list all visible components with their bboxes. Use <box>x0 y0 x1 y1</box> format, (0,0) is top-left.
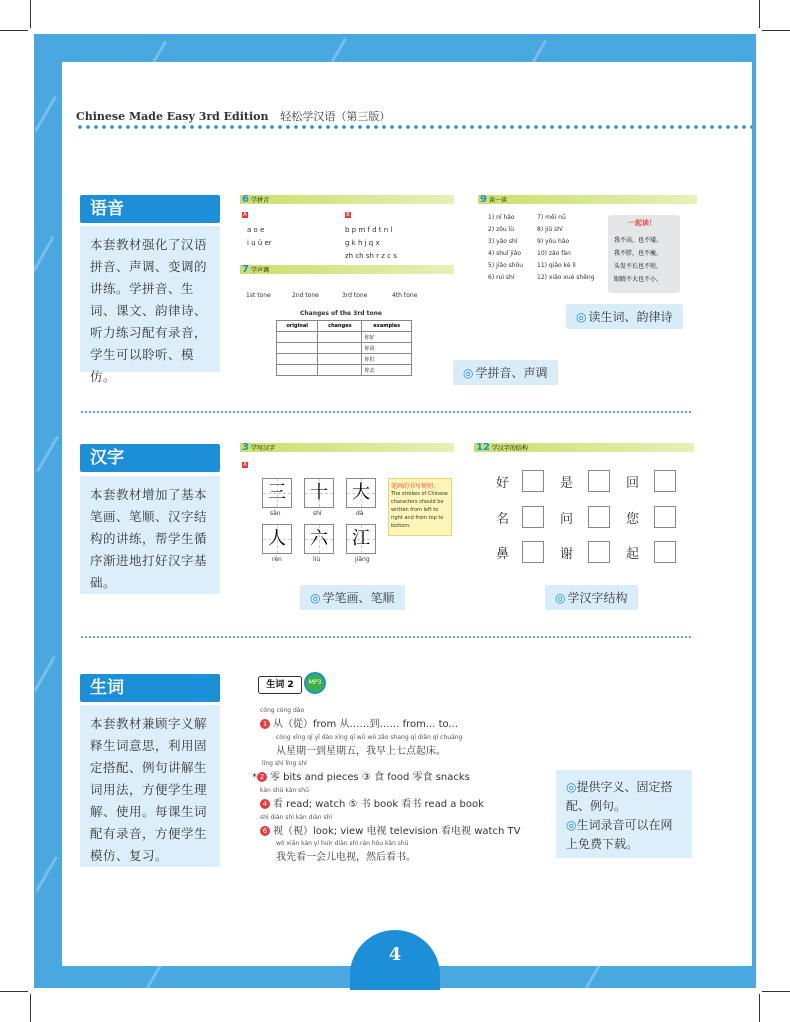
crop-mark <box>0 991 28 992</box>
tone-change-table: original changes examples 你好 你说 你们 你去 <box>276 320 412 376</box>
crop-mark <box>762 991 790 992</box>
section-title-vocab: 生词 <box>80 674 220 702</box>
part-b-marker: B <box>346 212 350 218</box>
audio-icon[interactable]: MP3 <box>304 672 326 694</box>
vocab-note-1: ◎提供字义、固定搭配、例句。 <box>566 780 673 813</box>
hanzi-pinyin: jiāng <box>355 556 370 563</box>
hanzi-pinyin: shí <box>313 510 322 517</box>
poem-line: 头发不长也不短， <box>614 263 663 270</box>
poem-line: 我不胖，也不瘦。 <box>614 250 663 257</box>
hanzi-pinyin: rén <box>272 556 282 563</box>
section-divider <box>80 636 692 638</box>
tag-read-words: ◎ 读生词、韵律诗 <box>566 304 683 329</box>
reading-item: 9) yǒu hǎo <box>537 238 570 245</box>
structure-box <box>522 541 544 563</box>
hanzi-box: 三 <box>262 478 292 508</box>
tag-structure: ◎ 学汉字结构 <box>545 585 638 610</box>
stroke-rule-body: The strokes of Chinese characters should be written from left to right and from top to bottom. <box>391 491 448 529</box>
tone-4: 4th tone <box>392 292 418 299</box>
section-body-phonetics: 本套教材强化了汉语拼音、声调、变调的讲练。学拼音、生词、课文、韵律诗、听力练习配有录音，学生可以聆听、模仿。 <box>80 226 220 372</box>
structure-char: 回 <box>626 476 640 491</box>
structure-box <box>522 506 544 528</box>
hanzi-box: 大 <box>346 478 376 508</box>
structure-char: 谢 <box>560 547 574 562</box>
tag-strokes: ◎ 学笔画、笔顺 <box>300 585 405 610</box>
poem-line: 我不高，也不矮。 <box>614 237 663 244</box>
reading-item: 8) jiǔ shí <box>537 226 563 233</box>
crop-mark <box>762 30 790 31</box>
vocab-line: cóng cóng dào 1 从（從）from 从……到…… from... to... <box>260 707 459 730</box>
exercise-3-header: 3 学写汉字 <box>240 443 454 452</box>
hanzi-box: 六 <box>304 524 334 554</box>
part-a-marker: A <box>243 212 247 218</box>
stroke-rule-title: 笔画的书写规则： <box>391 483 440 490</box>
section-divider <box>80 411 692 413</box>
hanzi-pinyin: dà <box>356 510 364 517</box>
tone-3: 3rd tone <box>342 292 368 299</box>
hanzi-pinyin: liù <box>313 556 321 563</box>
hanzi-box: 十 <box>304 478 334 508</box>
vowels-row-1: a o e <box>247 226 265 234</box>
section-title-phonetics: 语音 <box>80 195 220 223</box>
reading-item: 1) nǐ hǎo <box>488 214 515 221</box>
header-title-cn: 轻松学汉语（第三版） <box>280 110 391 123</box>
header-dotted-rule <box>76 125 752 129</box>
section-body-vocab: 本套教材兼顾字义解释生词意思，利用固定搭配、例句讲解生词用法，方便学生理解、使用。每课生词配有录音，方便学生模仿、复习。 <box>80 705 220 867</box>
vocab-line: shì diàn shì kàn diàn shì 6 视（視）look; view 电视 television 看电视 watch TV <box>260 814 521 837</box>
exercise-7-header: 7 学声调 <box>240 265 454 274</box>
section-body-hanzi: 本套教材增加了基本笔画、笔顺、汉字结构的讲练，帮学生循序渐进地打好汉字基础。 <box>80 476 220 594</box>
reading-item: 7) měi nǚ <box>537 214 566 221</box>
header-title-en: Chinese Made Easy 3rd Edition <box>76 110 269 123</box>
hanzi-box: 人 <box>262 524 292 554</box>
crop-mark <box>0 30 28 31</box>
hanzi-pinyin: sān <box>270 510 281 517</box>
poem-card <box>608 215 680 293</box>
vocab-example: cóng xīng qī yī dào xīng qī wǔ wǒ zǎo shang qī diǎn qǐ chuáng 从星期一到星期五，我早上七点起床。 <box>276 734 463 757</box>
tone-table-title: Changes of the 3rd tone <box>300 310 382 317</box>
structure-char: 起 <box>626 547 640 562</box>
vocab-line: líng shí líng shí * 2 零 bits and pieces ③ 食 food 零食 snacks <box>252 760 470 783</box>
structure-box <box>588 506 610 528</box>
reading-item: 6) ruì shí <box>488 274 515 281</box>
reading-item: 10) zǎo fàn <box>537 250 571 257</box>
reading-item: 3) yǎo shǐ <box>488 238 518 245</box>
running-header <box>76 108 390 124</box>
structure-char: 鼻 <box>496 547 510 562</box>
hanzi-box: 江 <box>346 524 376 554</box>
poem-title: 一起读！ <box>628 219 656 227</box>
section-title-hanzi: 汉字 <box>80 444 220 472</box>
crop-mark <box>759 0 760 28</box>
tone-2: 2nd tone <box>292 292 319 299</box>
crop-mark <box>30 0 31 28</box>
structure-box <box>522 470 544 492</box>
reading-item: 2) zǒu lù <box>488 226 515 233</box>
exercise-12-header: 12 学汉字的结构 <box>474 443 694 452</box>
consonants-row-1: b p m f d t n l <box>345 226 393 234</box>
page-number: 4 <box>350 930 440 990</box>
poem-line: 眼睛不大也不小。 <box>614 276 663 283</box>
part-a-marker: A <box>243 462 247 468</box>
consonants-row-2: g k h j q x <box>345 239 380 247</box>
structure-box <box>588 470 610 492</box>
structure-box <box>654 470 676 492</box>
stroke-rule-note <box>388 478 452 536</box>
reading-item: 5) jiǎo shǒu <box>488 262 524 269</box>
structure-char: 问 <box>560 512 574 527</box>
vocab-label: 生词 2 <box>258 676 302 694</box>
structure-box <box>588 541 610 563</box>
crop-mark <box>30 994 31 1022</box>
exercise-9-header: 9 读一读 <box>478 195 697 204</box>
reading-item: 12) xiǎo xué shēng <box>537 274 595 281</box>
structure-char: 您 <box>626 512 640 527</box>
structure-box <box>654 541 676 563</box>
vocab-example: wǒ xiān kàn yí huìr diàn shì rán hòu kàn shū 我先看一会儿电视，然后看书。 <box>276 840 416 863</box>
vocab-note-box <box>556 770 692 858</box>
tag-learn-pinyin: ◎ 学拼音、声调 <box>453 360 558 385</box>
structure-char: 好 <box>496 476 510 491</box>
crop-mark <box>759 994 760 1022</box>
reading-item: 11) qiǎo kè lì <box>537 262 576 269</box>
consonants-row-3: zh ch sh r z c s <box>345 252 397 260</box>
exercise-6-header: 6 学拼音 <box>240 195 454 204</box>
vowels-row-2: i u ü er <box>247 239 272 247</box>
structure-box <box>654 506 676 528</box>
structure-char: 名 <box>496 512 510 527</box>
structure-char: 是 <box>560 476 574 491</box>
tone-1: 1st tone <box>246 292 271 299</box>
vocab-line: kàn shū kàn shū 4 看 read; watch ⑤ 书 book 看书 read a book <box>260 787 484 810</box>
reading-item: 4) shuǐ jiǎo <box>488 250 522 257</box>
vocab-note-2: ◎生词录音可以在网上免费下载。 <box>566 818 673 851</box>
